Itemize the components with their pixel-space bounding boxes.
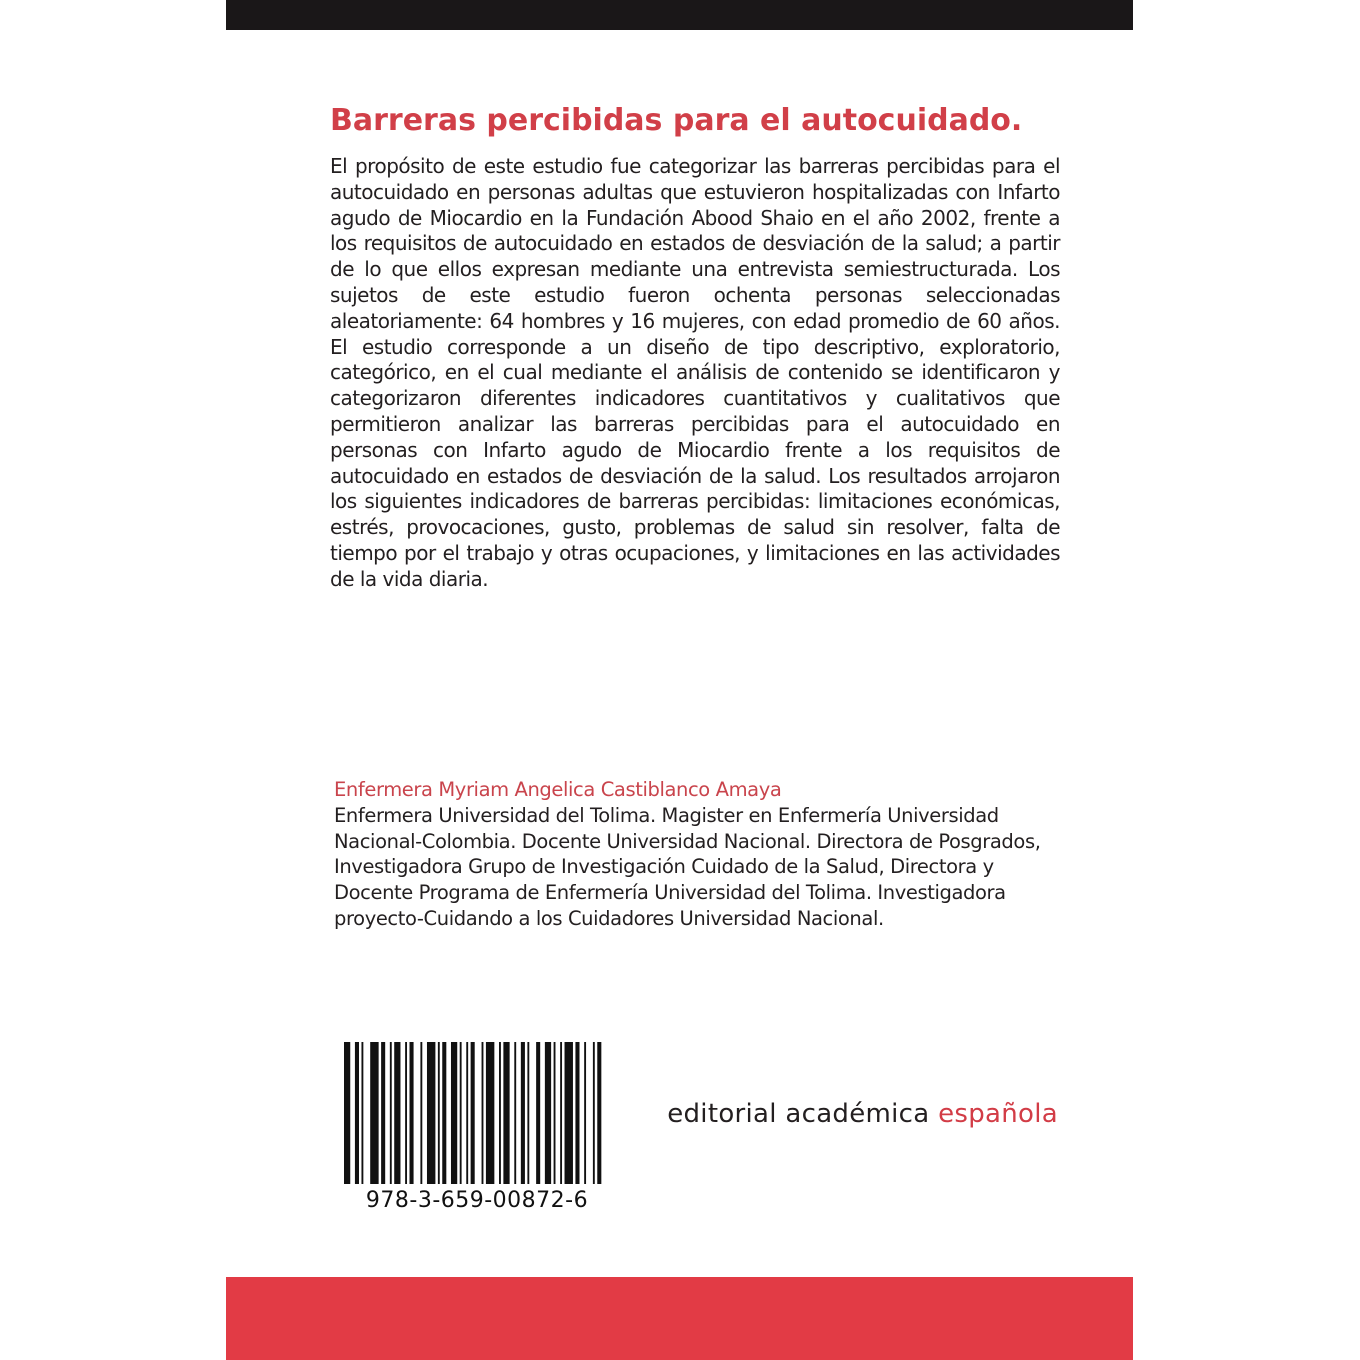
author-bio: Enfermera Universidad del Tolima. Magister en Enfermería Universidad Nacional-Colombia. Docente Universidad Nacional. Directora de Posgrados, Investigadora Grupo de Investigación Cuidado de la Salud, Directora y Docente Programa de Enfermería Universidad del Tolima. Investigadora proyecto-Cuidando a los Cuidadores Universidad Nacional. [334,803,1041,930]
author-section [334,777,1074,932]
barcode-bar [361,1042,363,1184]
publisher-name-accent: española [938,1099,1058,1129]
barcode-bar [405,1042,407,1184]
barcode-bar [471,1042,475,1184]
publisher-logo [600,1094,1058,1134]
barcode-bar [427,1042,435,1184]
isbn-number: 978-3-659-00872-6 [365,1188,589,1213]
barcode-bar [451,1042,457,1184]
book-abstract: El propósito de este estudio fue categorizar las barreras percibidas para el autocuidado en personas adultas que estuvieron hospitalizadas con Infarto agudo de Miocardio en la Fundación Abood Shaio en el año 2002, frente a los requisitos de autocuidado en estados de desviación de la salud; a partir de lo que ellos expresan mediante una entrevista semiestructurada. Los sujetos de este estudio fueron ochenta personas seleccionadas aleatoriamente: 64 hombres y 16 mujeres, con edad promedio de 60 años. El estudio corresponde a un diseño de tipo descriptivo, exploratorio, categórico, en el cual mediante el análisis de contenido se identificaron y categorizaron diferentes indicadores cuantitativos y cualitativos que permitieron analizar las barreras percibidas para el autocuidado en personas con Infarto agudo de Miocardio frente a los requisitos de autocuidado en estados de desviación de la salud. Los resultados arrojaron los siguientes indicadores de barreras percibidas: limitaciones económicas, estrés, provocaciones, gusto, problemas de salud sin resolver, falta de tiempo por el trabajo y otras ocupaciones, y limitaciones en las actividades de la vida diaria. [330,154,1060,591]
barcode-bar [593,1042,595,1184]
barcode-bars-graphic [344,1042,610,1188]
barcode-bar [584,1042,586,1184]
barcode-bar [355,1042,359,1184]
barcode-bar [390,1042,392,1184]
barcode-bar [438,1042,440,1184]
bottom-color-band [226,1277,1133,1360]
barcode-bar [344,1042,350,1184]
barcode-bar [370,1042,378,1184]
publisher-name-main: editorial académica [667,1099,939,1129]
barcode-bar [442,1042,446,1184]
barcode-bar [420,1042,422,1184]
barcode-bar [486,1042,494,1184]
barcode-bar [482,1042,484,1184]
isbn-barcode [336,1038,618,1224]
barcode-bar [499,1042,501,1184]
barcode-bar [503,1042,509,1184]
barcode-bar [554,1042,556,1184]
barcode-bar [521,1042,525,1184]
barcode-bar [565,1042,573,1184]
author-name: Enfermera Myriam Angelica Castiblanco Amaya [334,778,782,801]
barcode-bar [536,1042,540,1184]
barcode-bar [560,1042,562,1184]
barcode-bar [460,1042,462,1184]
barcode-bar [381,1042,385,1184]
barcode-bar [575,1042,579,1184]
barcode-bar [514,1042,516,1184]
barcode-bar [410,1042,414,1184]
top-color-band [226,0,1133,30]
barcode-bar [466,1042,468,1184]
barcode-bar [545,1042,551,1184]
barcode-bar [527,1042,529,1184]
book-title: Barreras percibidas para el autocuidado. [330,103,1023,138]
barcode-bar [394,1042,400,1184]
